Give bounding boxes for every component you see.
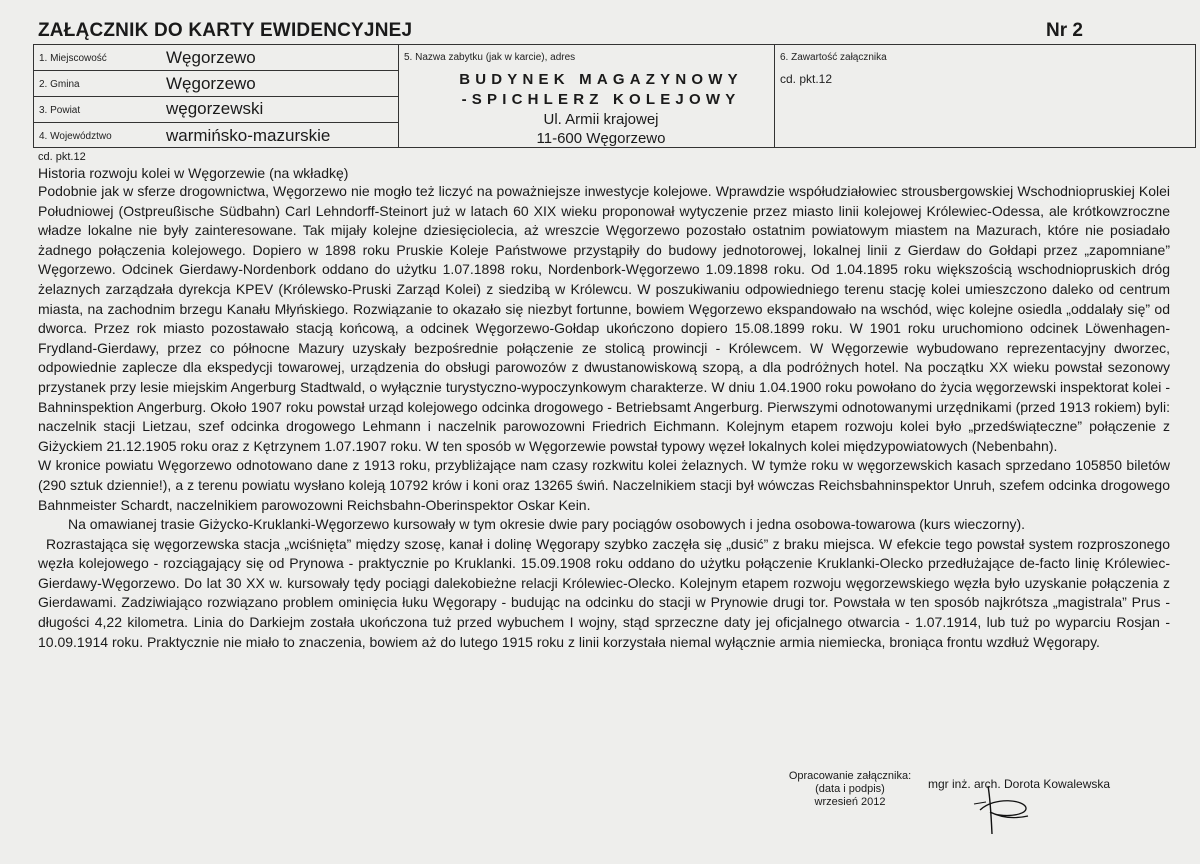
date-signature-label: (data i podpis): [815, 783, 885, 795]
field-value-zawartosc: cd. pkt.12: [780, 72, 833, 86]
continuation-note: cd. pkt.12: [38, 151, 86, 163]
section-heading: Historia rozwoju kolei w Węgorzewie (na wkładkę): [38, 165, 349, 181]
monument-address-street: Ul. Armii krajowej: [543, 111, 659, 128]
field-label-nazwa: 5. Nazwa zabytku (jak w karcie), adres: [404, 52, 576, 63]
document-number: Nr 2: [1046, 20, 1083, 41]
paragraph-2: W kronice powiatu Węgorzewo odnotowano dane z 1913 roku, przybliżające nam czasy rozkwitu kolei żelaznych. W tymże roku w węgorzewskich kasach sprzedano 105850 biletów (290 sztuk dziennie!), a z terenu powiatu wysłano koleją 10792 krów i koni oraz 13265 świń. Naczelnikiem stacji był wówczas Reichsbahninspektor Unruh, szefem odcinka drogowego Bahnmeister Schardt, naczelnikiem parowozowni Reichsbahn-Oberinspektor Oskar Kein.: [38, 457, 1170, 513]
paragraph-3: Na omawianej trasie Giżycko-Kruklanki-Węgorzewo kursowały w tym okresie dwie pary pociągów osobowych i jedna osobowa-towarowa (kurs wieczorny).: [68, 516, 1026, 533]
divider: [34, 70, 398, 71]
prepared-by-label: Opracowanie załącznika:: [788, 770, 912, 782]
field-label-powiat: 3. Powiat: [39, 105, 81, 116]
paragraph-4: Rozrastająca się węgorzewska stacja „wciśnięta” między szosę, kanał i dolinę Węgorapy szybko zaczęła się „dusić” z braku miejsca. W efekcie tego powstał system rozproszonego węzła kolejowego - rozciągający się od Prynowa - praktycznie po Kruklanki. 15.09.1908 roku oddano do użytku połączenie Kruklanki-Olecko przedłużające de-facto linię Królewiec-Gierdawy-Węgorzewo. Do lat 30 XX w. kursowały tędy pociągi dalekobieżne relacji Królewiec-Olecko. Kolejnym etapem rozwoju węgorzewskiego węzła było uzyskanie połączenia z Gierdawami. Zadziwiająco rozwiązano problem ominięcia łuku Węgorapy - budując na odcinku do stacji w Prynowie drugi tor. Powstała w ten sposób najkrótsza „magistrala” Prus - długości 4,22 kilometra. Linia do Darkiejm została ukończona tuż przed wybuchem I wojny, stąd sprzeczne daty jej oficjalnego otwarcia - 1.07.1914, lub tuż po wyparciu Rosjan - 10.09.1914 roku. Praktycznie nie miało to znaczenia, bowiem aż do lutego 1915 roku z linii korzystała niemal wyłącznie armia niemiecka, broniąca frontu wzdłuż Węgorapy.: [38, 535, 1170, 650]
handwritten-signature: [970, 782, 1030, 837]
field-label-gmina: 2. Gmina: [39, 79, 80, 90]
monument-address-city: 11-600 Węgorzewo: [536, 130, 666, 147]
field-label-miejscowosc: 1. Miejscowość: [39, 53, 107, 64]
monument-name-line2: -SPICHLERZ KOLEJOWY: [461, 91, 741, 108]
field-value-wojewodztwo: warmińsko-mazurskie: [166, 126, 331, 145]
signature-date: wrzesień 2012: [814, 796, 886, 808]
body-text: [38, 150, 1170, 652]
field-value-powiat: węgorzewski: [166, 99, 264, 118]
field-label-wojewodztwo: 4. Województwo: [39, 131, 112, 142]
signer-name: mgr inż. arch. Dorota Kowalewska: [928, 777, 1111, 791]
field-label-zawartosc: 6. Zawartość załącznika: [780, 52, 887, 63]
paragraph-1: Podobnie jak w sferze drogownictwa, Węgorzewo nie mogło też liczyć na poważniejsze inwestycje kolejowe. Wprawdzie współudziałowiec strousbergowskiej Wschodniopruskiej Kolei Południowej (Ostpreußische Südbahn) Carl Lehndorff-Steinort już w latach 60 XIX wieku proponował wytyczenie przez miasto linii kolejowej Królewiec-Odessa, ale krótkowzroczne władze lokalne nie były zainteresowane. Tak mijały kolejne dziesięciolecia, aż wreszcie Węgorzewo pozostało ostatnim powiatowym miastem na Mazurach, które nie posiadało żadnego połączenia kolejowego. Dopiero w 1898 roku Pruskie Koleje Państwowe przystąpiły do budowy jednotorowej, lokalnej linii z Gierdaw do Gołdapi przez „zapomniane” Węgorzewo. Odcinek Gierdawy-Nordenbork oddano do użytku 1.07.1898 roku, Nordenbork-Węgorzewo 1.09.1898 roku. Od 1.04.1895 roku większością wschodniopruskich dróg żelaznych zarządzała dyrekcja KPEV (Królewsko-Pruski Zarząd Kolei) z siedzibą w Królewcu. W poszukiwaniu odpowiedniego terenu stację kolei umieszczono daleko od centrum miasta, na zachodnim brzegu Kanału Młyńskiego. Rozwiązanie to okazało się niezbyt fortunne, bowiem Węgorzewo ekspandowało na wschód, więc kolejne osiedla „oddalały się” od dworca. Przez rok miasto pozostawało stacją końcową, a odcinek Węgorzewo-Gołdap ukończono dopiero 15.08.1899 roku. W 1901 roku uruchomiono odcinek Löwenhagen-Frydland-Gierdawy, przez co północne Mazury uzyskały bezpośrednie połączenie ze stolicą prowincji - Królewcem. W Węgorzewie wybudowano reprezentacyjny dworzec, odpowiednie zaplecze dla ekspedycji towarowej, urządzenia do obsługi parowozów z dwustanowiskową szopą, a dla podróżnych hotel. Na początku XX wieku powstał sezonowy przystanek przy lesie miejskim Angerburg Stadtwald, o wyłącznie turystyczno-wypoczynkowym charakterze. W dniu 1.04.1900 roku powołano do życia węgorzewski inspektorat kolei - Bahninspektion Angerburg. Około 1907 roku powstał urząd kolejowego odcinka drogowego - Betriebsamt Angerburg. Pierwszymi odnotowanymi urzędnikami (przed 1913 rokiem) byli: naczelnik stacji Lietzau, szef odcinka drogowego Lehmann i naczelnik parowozowni Friedrich Eichmann. Kolejnym etapem rozwoju kolei było „przedświąteczne” połączenie z Giżyckiem 21.12.1905 roku oraz z Kętrzynem 1.07.1907 roku. W ten sposób w Węgorzewie powstał typowy węzeł lokalnych kolei międzypowiatowych (Nebenbahn).: [38, 183, 1170, 454]
divider: [34, 96, 398, 97]
divider: [34, 122, 398, 123]
document-title: ZAŁĄCZNIK DO KARTY EWIDENCYJNEJ: [38, 20, 413, 41]
monument-name-line1: BUDYNEK MAGAZYNOWY: [459, 71, 743, 88]
signature-block: [780, 770, 920, 809]
header-fields-box: [33, 44, 1196, 148]
field-value-miejscowosc: Węgorzewo: [166, 48, 256, 67]
field-value-gmina: Węgorzewo: [166, 74, 256, 93]
divider: [398, 45, 399, 147]
